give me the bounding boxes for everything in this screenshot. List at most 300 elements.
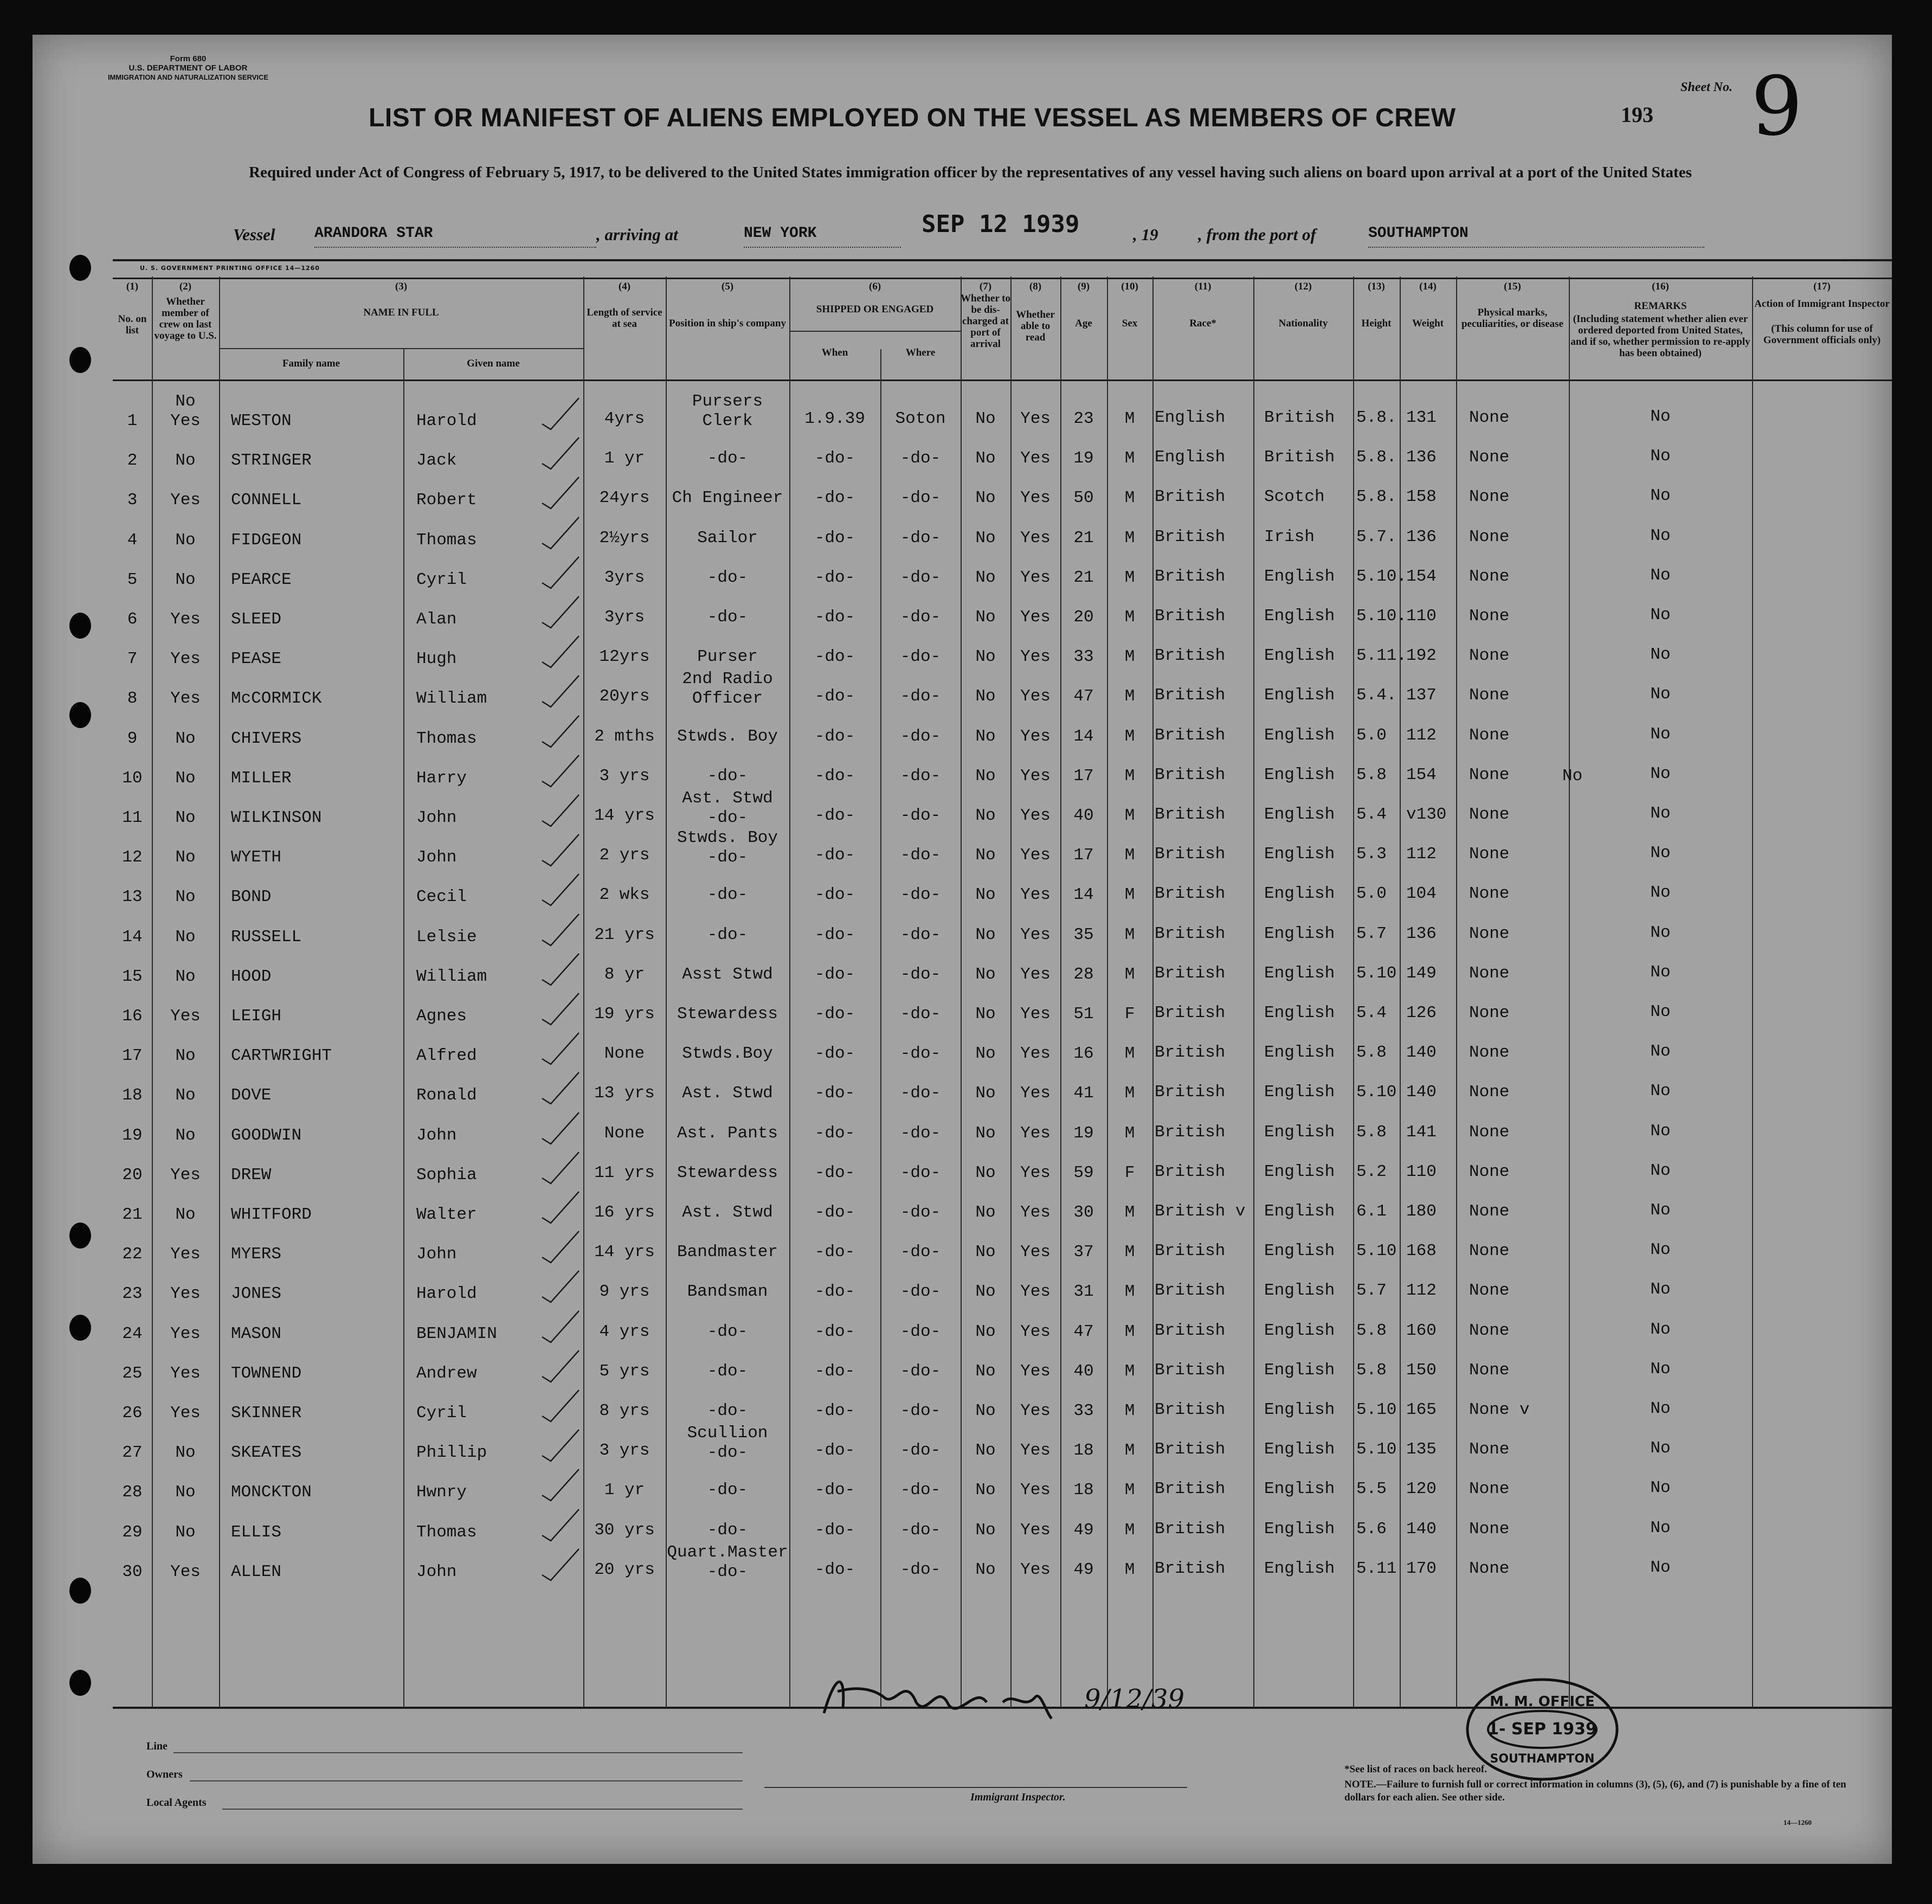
sex: F — [1124, 1005, 1135, 1024]
previous-voyage: No — [175, 1205, 196, 1224]
weight: 131 — [1406, 408, 1437, 427]
race: English — [1155, 448, 1226, 467]
previous-voyage: Yes — [170, 610, 201, 629]
binder-hole — [69, 702, 91, 728]
age: 17 — [1073, 767, 1094, 786]
given-name: Alan — [416, 610, 457, 629]
to-be-discharged: No — [975, 727, 996, 746]
position: Quart.Master — [667, 1543, 788, 1562]
physical-marks: None — [1469, 1559, 1510, 1578]
age: 28 — [1073, 965, 1094, 984]
physical-marks: None — [1469, 1123, 1510, 1142]
nationality: English — [1264, 1400, 1335, 1419]
binder-hole — [69, 613, 91, 639]
position: Stewardess — [677, 1005, 778, 1024]
table-row — [113, 725, 1892, 768]
check-mark-icon — [539, 991, 582, 1029]
col-num-17: (17) — [1813, 281, 1831, 292]
to-be-discharged: No — [975, 965, 996, 984]
table-row — [113, 963, 1892, 1006]
nationality: English — [1264, 964, 1335, 983]
shipped-when: -do- — [814, 1521, 855, 1540]
service-length: 14 yrs — [594, 806, 655, 825]
physical-marks: None — [1469, 1321, 1510, 1340]
physical-marks: None — [1469, 1162, 1510, 1181]
sex: M — [1124, 1441, 1135, 1460]
remarks: No — [1650, 1201, 1671, 1220]
able-to-read: Yes — [1020, 1005, 1051, 1024]
race: British — [1155, 1083, 1226, 1102]
check-mark-icon — [539, 435, 582, 473]
service-length: 11 yrs — [594, 1163, 655, 1182]
race: British — [1155, 1520, 1226, 1539]
shipped-where: -do- — [900, 1044, 941, 1063]
to-be-discharged: No — [975, 767, 996, 786]
given-name: Alfred — [416, 1046, 477, 1065]
race: British — [1155, 964, 1226, 983]
remarks: No — [1650, 844, 1671, 863]
remarks: No — [1650, 1042, 1671, 1061]
position: Officer — [692, 689, 763, 708]
header-age: Age — [1075, 318, 1092, 329]
height: 5.8 — [1356, 1123, 1387, 1142]
previous-voyage: Yes — [170, 689, 201, 708]
family-name: STRINGER — [231, 451, 312, 470]
weight: 150 — [1406, 1361, 1437, 1380]
table-row — [113, 1424, 1892, 1482]
weight: 136 — [1406, 924, 1437, 943]
physical-marks: None — [1469, 924, 1510, 943]
sex: M — [1124, 1282, 1135, 1301]
row-number: 3 — [127, 491, 138, 510]
position: Ast. Stwd — [682, 789, 773, 808]
age: 50 — [1073, 488, 1094, 507]
check-mark-icon — [539, 1269, 582, 1307]
physical-marks: None — [1469, 805, 1510, 824]
race: British — [1155, 1043, 1226, 1062]
shipped-where: -do- — [900, 687, 941, 706]
stamp-date: 1- SEP 1939 — [1487, 1720, 1597, 1739]
header-position: Position in ship's company — [669, 318, 786, 329]
sex: M — [1124, 965, 1135, 984]
table-row — [113, 486, 1892, 529]
manifest-number: 193 — [1621, 102, 1653, 127]
race: British — [1155, 1004, 1226, 1022]
position: -do- — [707, 767, 748, 786]
header-sex: Sex — [1122, 318, 1138, 329]
given-name: Jack — [416, 451, 457, 470]
weight: 154 — [1406, 567, 1437, 586]
sex: M — [1124, 1084, 1135, 1103]
previous-voyage: No — [175, 848, 196, 867]
position: -do- — [707, 808, 748, 827]
line-label: Line — [146, 1740, 168, 1752]
shipped-where: -do- — [900, 1362, 941, 1381]
physical-marks: None — [1469, 528, 1510, 546]
age: 14 — [1073, 885, 1094, 904]
header-height: Height — [1361, 318, 1392, 329]
col-num-1: (1) — [126, 281, 139, 292]
race: British — [1155, 686, 1226, 705]
previous-voyage: No — [175, 967, 196, 986]
previous-voyage: No — [175, 1126, 196, 1145]
able-to-read: Yes — [1020, 885, 1051, 904]
nationality: English — [1264, 1480, 1335, 1498]
sex: M — [1124, 1243, 1135, 1262]
height: 5.10 — [1356, 1083, 1397, 1102]
col-num-2: (2) — [179, 281, 192, 292]
remarks: No — [1650, 566, 1671, 585]
weight: 110 — [1406, 1162, 1437, 1181]
office-stamp — [1464, 1675, 1621, 1784]
previous-voyage: Yes — [170, 1324, 201, 1343]
row-number: 23 — [122, 1284, 143, 1303]
able-to-read: Yes — [1020, 1163, 1051, 1182]
race: British — [1155, 487, 1226, 506]
remarks: No — [1650, 645, 1671, 664]
race: British — [1155, 1440, 1226, 1459]
shipped-when: -do- — [814, 608, 855, 627]
row-number: 17 — [122, 1046, 143, 1065]
header-when: When — [821, 347, 848, 358]
race: British — [1155, 1162, 1226, 1181]
race: British — [1155, 845, 1226, 864]
col-num-8: (8) — [1029, 281, 1042, 292]
able-to-read: Yes — [1020, 1203, 1051, 1222]
check-mark-icon — [539, 1507, 582, 1545]
race: British v — [1155, 1202, 1246, 1221]
table-row — [113, 1240, 1892, 1283]
to-be-discharged: No — [975, 925, 996, 944]
weight: 110 — [1406, 607, 1437, 626]
height: 5.7 — [1356, 1281, 1387, 1300]
table-row — [113, 526, 1892, 569]
check-mark-icon — [539, 1309, 582, 1347]
race: British — [1155, 1123, 1226, 1142]
able-to-read: Yes — [1020, 1401, 1051, 1420]
table-row — [113, 1082, 1892, 1124]
nationality: English — [1264, 1520, 1335, 1539]
given-name: John — [416, 808, 457, 827]
service-length: 2 yrs — [599, 846, 650, 865]
row-number: 8 — [127, 689, 138, 708]
position: Clerk — [702, 411, 753, 430]
family-name: MYERS — [231, 1245, 282, 1264]
given-name: William — [416, 689, 487, 708]
check-mark-icon — [539, 713, 582, 751]
nationality: English — [1264, 924, 1335, 943]
weight: 140 — [1406, 1083, 1437, 1102]
family-name: WYETH — [231, 848, 282, 867]
physical-marks: None — [1469, 964, 1510, 983]
sex: M — [1124, 1560, 1135, 1579]
height: 5.10 — [1356, 1400, 1397, 1419]
previous-voyage: No — [175, 451, 196, 470]
position: -do- — [707, 1362, 748, 1381]
previous-voyage: Yes — [170, 411, 201, 430]
header-inspector-action: Action of Immigrant Inspector — [1754, 298, 1890, 310]
weight: 168 — [1406, 1242, 1437, 1260]
to-be-discharged: No — [975, 1084, 996, 1103]
height: 5.10 — [1356, 1242, 1397, 1260]
print-code: 14—1260 — [1783, 1818, 1812, 1826]
shipped-when: -do- — [814, 488, 855, 507]
previous-voyage: No — [175, 531, 196, 550]
race: British — [1155, 528, 1226, 546]
given-name: Robert — [416, 491, 477, 510]
shipped-subheader-rule — [789, 331, 961, 332]
row-number: 11 — [122, 808, 143, 827]
header-nationality: Nationality — [1278, 318, 1328, 329]
height: 5.8 — [1356, 766, 1387, 784]
age: 23 — [1073, 409, 1094, 428]
family-name: BOND — [231, 887, 272, 906]
owners-field — [190, 1780, 743, 1781]
row-number: 29 — [122, 1523, 143, 1542]
height: 5.11. — [1356, 646, 1407, 665]
previous-voyage: Yes — [170, 491, 201, 510]
weight: 160 — [1406, 1321, 1437, 1340]
remarks: No — [1650, 1478, 1671, 1497]
printing-office-line: U. S. GOVERNMENT PRINTING OFFICE 14—1260 — [140, 265, 320, 272]
age: 19 — [1073, 1124, 1094, 1143]
height: 5.8. — [1356, 487, 1397, 506]
physical-marks: None — [1469, 1083, 1510, 1102]
sex: M — [1124, 488, 1135, 507]
check-mark-icon — [539, 1467, 582, 1505]
check-mark-icon — [539, 1110, 582, 1148]
shipped-where: -do- — [900, 1560, 941, 1579]
weight: 141 — [1406, 1123, 1437, 1142]
family-name: WILKINSON — [231, 808, 322, 827]
able-to-read: Yes — [1020, 767, 1051, 786]
remarks: No — [1650, 526, 1671, 545]
height: 5.8 — [1356, 1321, 1387, 1340]
row-number: 15 — [122, 967, 143, 986]
to-be-discharged: No — [975, 488, 996, 507]
age: 37 — [1073, 1243, 1094, 1262]
row-number: 25 — [122, 1364, 143, 1383]
able-to-read: Yes — [1020, 687, 1051, 706]
check-mark-icon — [539, 475, 582, 513]
table-row — [113, 1122, 1892, 1165]
nationality: English — [1264, 1202, 1335, 1221]
given-name: William — [416, 967, 487, 986]
sex: M — [1124, 647, 1135, 666]
col-num-14: (14) — [1419, 281, 1437, 292]
height: 5.0 — [1356, 884, 1387, 903]
family-name: CHIVERS — [231, 729, 302, 748]
shipped-where: -do- — [900, 727, 941, 746]
age: 31 — [1073, 1282, 1094, 1301]
inspector-label: Immigrant Inspector. — [970, 1791, 1066, 1803]
table-row — [113, 1201, 1892, 1244]
shipped-when: -do- — [814, 1044, 855, 1063]
family-name: RUSSELL — [231, 928, 302, 947]
remarks: No — [1650, 1439, 1671, 1458]
weight: 126 — [1406, 1004, 1437, 1022]
shipped-when: -do- — [814, 885, 855, 904]
able-to-read: Yes — [1020, 1084, 1051, 1103]
form-identifier — [99, 54, 278, 82]
shipped-when: -do- — [814, 925, 855, 944]
weight: 180 — [1406, 1202, 1437, 1221]
given-name: Hwnry — [416, 1483, 467, 1502]
remarks-extra: No — [1562, 767, 1583, 786]
from-label: , from the port of — [1198, 225, 1316, 244]
nationality: Irish — [1264, 528, 1315, 546]
table-row — [113, 1360, 1892, 1403]
stamp-location: SOUTHAMPTON — [1490, 1752, 1595, 1766]
service-length: 2½yrs — [599, 529, 650, 548]
service-length: 14 yrs — [594, 1243, 655, 1262]
binder-hole — [69, 255, 91, 281]
col-num-9: (9) — [1077, 281, 1090, 292]
height: 5.2 — [1356, 1162, 1387, 1181]
age: 59 — [1073, 1163, 1094, 1182]
position: Ch Engineer — [672, 488, 783, 507]
service-length: 3 yrs — [599, 767, 650, 786]
to-be-discharged: No — [975, 1322, 996, 1341]
service-length: 20yrs — [599, 687, 650, 706]
position: -do- — [707, 1562, 748, 1581]
nationality: English — [1264, 567, 1335, 586]
row-number: 30 — [122, 1562, 143, 1581]
header-rule — [113, 259, 1892, 261]
remarks: No — [1650, 923, 1671, 942]
able-to-read: Yes — [1020, 1560, 1051, 1579]
nationality: English — [1264, 1361, 1335, 1380]
shipped-where: -do- — [900, 1441, 941, 1460]
able-to-read: Yes — [1020, 608, 1051, 627]
height: 5.8 — [1356, 1043, 1387, 1062]
position: -do- — [707, 885, 748, 904]
sex: M — [1124, 806, 1135, 825]
header-where: Where — [905, 347, 936, 358]
physical-marks: None — [1469, 1520, 1510, 1539]
height: 5.10 — [1356, 964, 1397, 983]
previous-voyage: No — [175, 1523, 196, 1542]
previous-voyage: No — [175, 392, 196, 411]
shipped-where: -do- — [900, 1124, 941, 1143]
height: 6.1 — [1356, 1202, 1387, 1221]
shipped-when: -do- — [814, 568, 855, 587]
shipped-when: -do- — [814, 727, 855, 746]
age: 49 — [1073, 1560, 1094, 1579]
position: -do- — [707, 1443, 748, 1462]
race: British — [1155, 1361, 1226, 1380]
height: 5.11 — [1356, 1559, 1397, 1578]
service-length: 3yrs — [604, 568, 645, 587]
family-name: SLEED — [231, 610, 282, 629]
given-name: Thomas — [416, 729, 477, 748]
shipped-where: -do- — [900, 965, 941, 984]
position: -do- — [707, 568, 748, 587]
shipped-when: -do- — [814, 1362, 855, 1381]
arriving-label: , arriving at — [596, 225, 678, 244]
position: Purser — [697, 647, 758, 666]
weight: 137 — [1406, 686, 1437, 705]
remarks: No — [1650, 764, 1671, 783]
service-length: 4yrs — [604, 409, 645, 428]
able-to-read: Yes — [1020, 529, 1051, 548]
shipped-where: -do- — [900, 1322, 941, 1341]
position: -do- — [707, 1322, 748, 1341]
age: 19 — [1073, 449, 1094, 468]
given-name: Hugh — [416, 649, 457, 668]
col-num-15: (15) — [1504, 281, 1521, 292]
age: 21 — [1073, 568, 1094, 587]
shipped-where: -do- — [900, 767, 941, 786]
service-length: 8 yr — [604, 965, 645, 984]
header-name-in-full: NAME IN FULL — [363, 307, 439, 318]
sex: M — [1124, 767, 1135, 786]
family-name: MONCKTON — [231, 1483, 312, 1502]
able-to-read: Yes — [1020, 1044, 1051, 1063]
col-num-3: (3) — [395, 281, 408, 292]
position: Bandmaster — [677, 1243, 778, 1262]
row-number: 2 — [127, 451, 138, 470]
able-to-read: Yes — [1020, 647, 1051, 666]
position: Sailor — [697, 529, 758, 548]
given-name: John — [416, 1245, 457, 1264]
remarks: No — [1650, 883, 1671, 902]
weight: 165 — [1406, 1400, 1437, 1419]
nationality: English — [1264, 1162, 1335, 1181]
service-length: 20 yrs — [594, 1560, 655, 1579]
row-number: 13 — [122, 887, 143, 906]
shipped-where: Soton — [895, 409, 946, 428]
check-mark-icon — [539, 1348, 582, 1386]
weight: 120 — [1406, 1480, 1437, 1498]
previous-voyage: No — [175, 570, 196, 589]
arriving-port: NEW YORK — [744, 225, 901, 248]
physical-marks: None — [1469, 567, 1510, 586]
shipped-when: 1.9.39 — [804, 409, 865, 428]
physical-marks: None — [1469, 1281, 1510, 1300]
position: Pursers — [692, 392, 763, 411]
row-number: 14 — [122, 928, 143, 947]
header-shipped-engaged: SHIPPED OR ENGAGED — [816, 304, 934, 315]
check-mark-icon — [539, 515, 582, 553]
given-name: Ronald — [416, 1086, 477, 1105]
nationality: English — [1264, 884, 1335, 903]
shipped-when: -do- — [814, 687, 855, 706]
previous-voyage: Yes — [170, 649, 201, 668]
vessel-line — [233, 225, 275, 255]
shipped-where: -do- — [900, 1163, 941, 1182]
previous-voyage: Yes — [170, 1404, 201, 1423]
height: 5.0 — [1356, 726, 1387, 745]
shipped-where: -do- — [900, 608, 941, 627]
to-be-discharged: No — [975, 1282, 996, 1301]
nationality: English — [1264, 766, 1335, 784]
family-name: SKEATES — [231, 1443, 302, 1462]
table-row — [113, 764, 1892, 807]
sex: M — [1124, 687, 1135, 706]
to-be-discharged: No — [975, 1044, 996, 1063]
sex: M — [1124, 1044, 1135, 1063]
remarks: No — [1650, 1360, 1671, 1379]
to-be-discharged: No — [975, 568, 996, 587]
previous-voyage: Yes — [170, 1166, 201, 1185]
race: British — [1155, 1281, 1226, 1300]
col-num-5: (5) — [721, 281, 734, 292]
shipped-when: -do- — [814, 1441, 855, 1460]
remarks: No — [1650, 1320, 1671, 1339]
physical-marks: None — [1469, 1004, 1510, 1022]
nationality: English — [1264, 1440, 1335, 1459]
